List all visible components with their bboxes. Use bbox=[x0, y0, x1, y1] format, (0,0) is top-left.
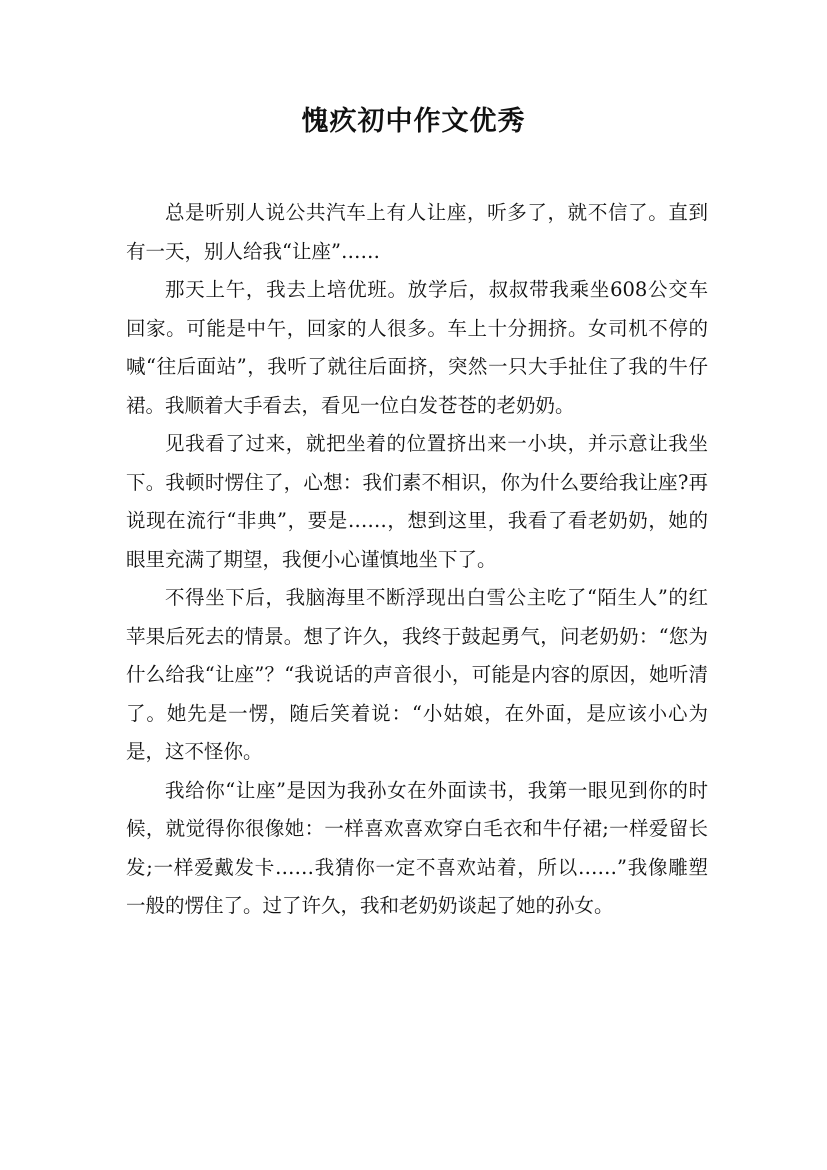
paragraph-3: 见我看了过来，就把坐着的位置挤出来一小块，并示意让我坐下。我顿时愣住了，心想：我们素不相识，你为什么要给我让座?再说现在流行“非典”，要是……，想到这里，我看了看老奶奶，她的眼里充满了期望，我便小心谨慎地坐下了。 bbox=[126, 432, 708, 571]
paragraph-4: 不得坐下后，我脑海里不断浮现出白雪公主吃了“陌生人”的红苹果后死去的情景。想了许久，我终于鼓起勇气，问老奶奶：“您为什么给我“让座”？“我说话的声音很小，可能是内容的原因，她听清了。她先是一愣，随后笑着说：“小姑娘，在外面，是应该小心为是，这不怪你。 bbox=[126, 586, 708, 763]
paragraph-5: 我给你“让座”是因为我孙女在外面读书，我第一眼见到你的时候，就觉得你很像她：一样喜欢喜欢穿白毛衣和牛仔裙;一样爱留长发;一样爱戴发卡……我猜你一定不喜欢站着，所以……”我像雕塑一般的愣住了。过了许久，我和老奶奶谈起了她的孙女。 bbox=[126, 778, 708, 917]
paragraph-1: 总是听别人说公共汽车上有人让座，听多了，就不信了。直到有一天，别人给我“让座”…… bbox=[126, 201, 708, 263]
paragraph-2: 那天上午，我去上培优班。放学后，叔叔带我乘坐608公交车回家。可能是中午，回家的人很多。车上十分拥挤。女司机不停的喊“往后面站”，我听了就往后面挤，突然一只大手扯住了我的牛仔裙。我顺着大手看去，看见一位白发苍苍的老奶奶。 bbox=[126, 278, 708, 417]
page-title: 愧疚初中作文优秀 bbox=[301, 106, 526, 137]
article-body bbox=[126, 194, 708, 926]
